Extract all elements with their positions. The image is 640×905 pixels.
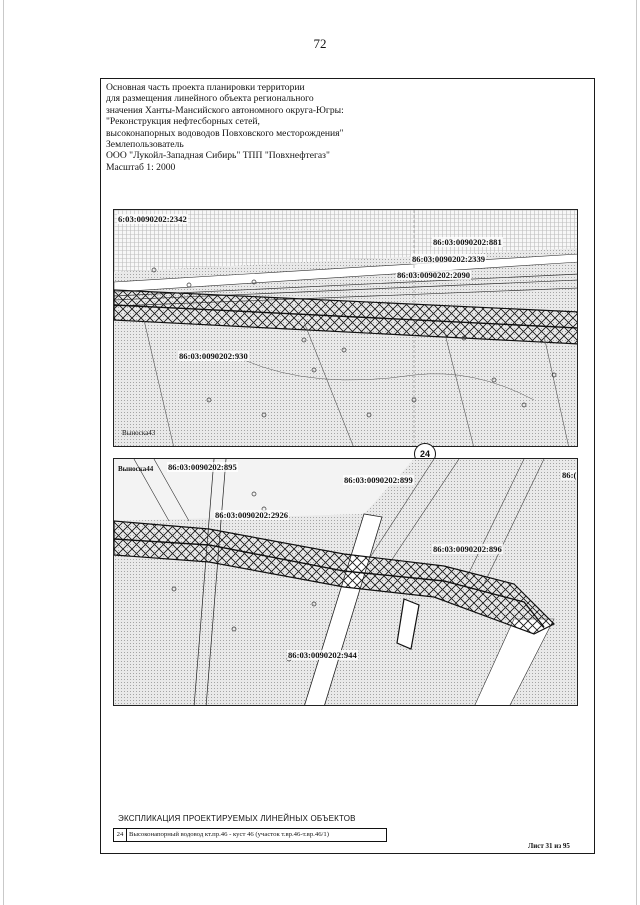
title-line: высоконапорных водоводов Повховского месторождения"	[106, 127, 344, 139]
parcel-label: 86:(	[562, 470, 577, 480]
explication-title: ЭКСПЛИКАЦИЯ ПРОЕКТИРУЕМЫХ ЛИНЕЙНЫХ ОБЪЕКТОВ	[118, 814, 356, 823]
parcel-label: 86:03:0090202:930	[179, 351, 248, 361]
explication-row	[113, 828, 387, 842]
parcel-label: 86:03:0090202:899	[344, 475, 413, 485]
parcel-label: 6:03:0090202:2342	[118, 214, 187, 224]
title-line: для размещения линейного объекта регионального	[106, 93, 314, 105]
parcel-label: 86:03:0090202:944	[288, 650, 357, 660]
map-callout-44	[113, 458, 578, 706]
title-line: значения Ханты-Мансийского автономного округа-Югры:	[106, 104, 344, 116]
explication-row-number: 24	[114, 829, 127, 841]
title-line: Основная часть проекта планировки территории	[106, 82, 305, 93]
explication-row-text: Высоконапорный водовод кт.пр.46 - куст 46 (участок т.вр.46-т.вр.46/1)	[129, 831, 329, 838]
scan-edge-right	[636, 0, 637, 905]
callout-number: 24	[414, 443, 436, 465]
map-drawing-lower	[114, 459, 578, 706]
title-line: Землепользователь	[106, 139, 184, 151]
scan-edge-left	[3, 0, 4, 905]
callout-label: Выноска44	[118, 465, 154, 473]
parcel-label: 86:03:0090202:2926	[215, 510, 289, 520]
title-block	[106, 82, 344, 173]
sheet-number: Лист 31 из 95	[528, 842, 570, 850]
callout-label: Выноска43	[122, 429, 156, 437]
title-line: "Реконструкция нефтесборных сетей,	[106, 116, 260, 128]
title-line: ООО "Лукойл-Западная Сибирь" ТПП "Повхнефтегаз"	[106, 150, 330, 162]
parcel-label: 86:03:0090202:896	[433, 544, 502, 554]
parcel-label: 86:03:0090202:895	[168, 462, 237, 472]
parcel-label: 86:03:0090202:2090	[397, 270, 471, 280]
map-drawing-upper	[114, 210, 578, 447]
scale-line: Масштаб 1: 2000	[106, 161, 176, 173]
parcel-label: 86:03:0090202:881	[433, 237, 502, 247]
parcel-label: 86:03:0090202:2339	[412, 254, 486, 264]
map-callout-43	[113, 209, 578, 447]
page-number: 72	[313, 36, 327, 51]
